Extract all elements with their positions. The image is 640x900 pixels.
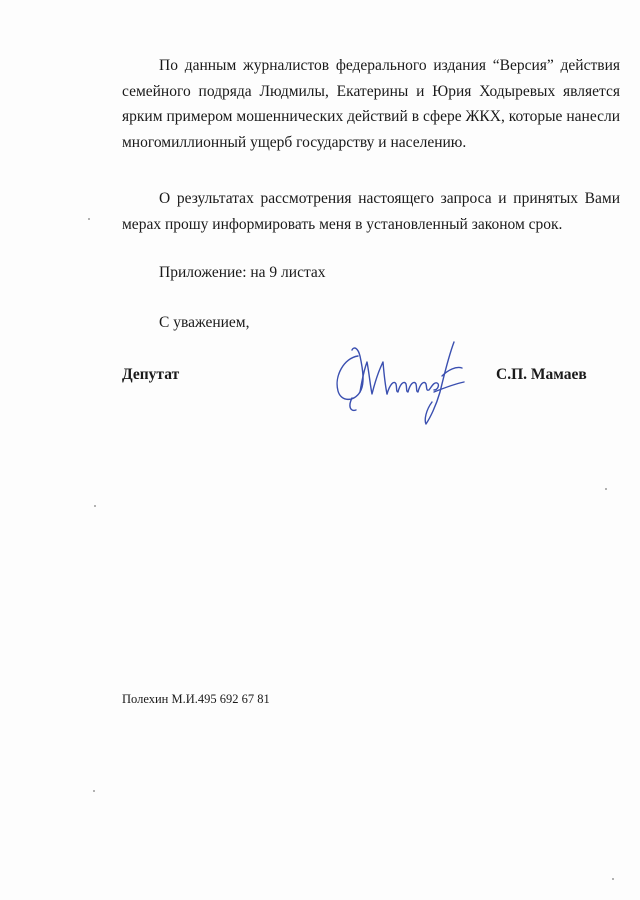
- scan-speck: [94, 505, 96, 507]
- signatory-name: С.П. Мамаев: [496, 366, 587, 383]
- handwritten-signature: [330, 336, 470, 428]
- closing-salutation: С уважением,: [159, 314, 250, 331]
- scan-speck: [612, 878, 614, 880]
- scan-speck: [88, 218, 90, 220]
- scan-speck: [93, 790, 95, 792]
- paragraph-text: По данным журналистов федерального издания “Версия” действия семейного подряда Людмилы, Екатерины и Юрия Ходыревых является ярким примером мошеннических действий в сфере ЖКХ, которые нанесли многомиллионный ущерб государству и населению.: [122, 57, 620, 151]
- signatory-position: Депутат: [122, 366, 180, 383]
- paragraph-text: О результатах рассмотрения настоящего запроса и принятых Вами мерах прошу информировать меня в установленный законом срок.: [122, 190, 620, 233]
- body-paragraph-1: [122, 53, 620, 155]
- attachment-note: Приложение: на 9 листах: [159, 264, 326, 281]
- scan-speck: [605, 488, 607, 490]
- body-paragraph-2: [122, 186, 620, 237]
- contact-line: Полехин М.И.495 692 67 81: [122, 692, 270, 706]
